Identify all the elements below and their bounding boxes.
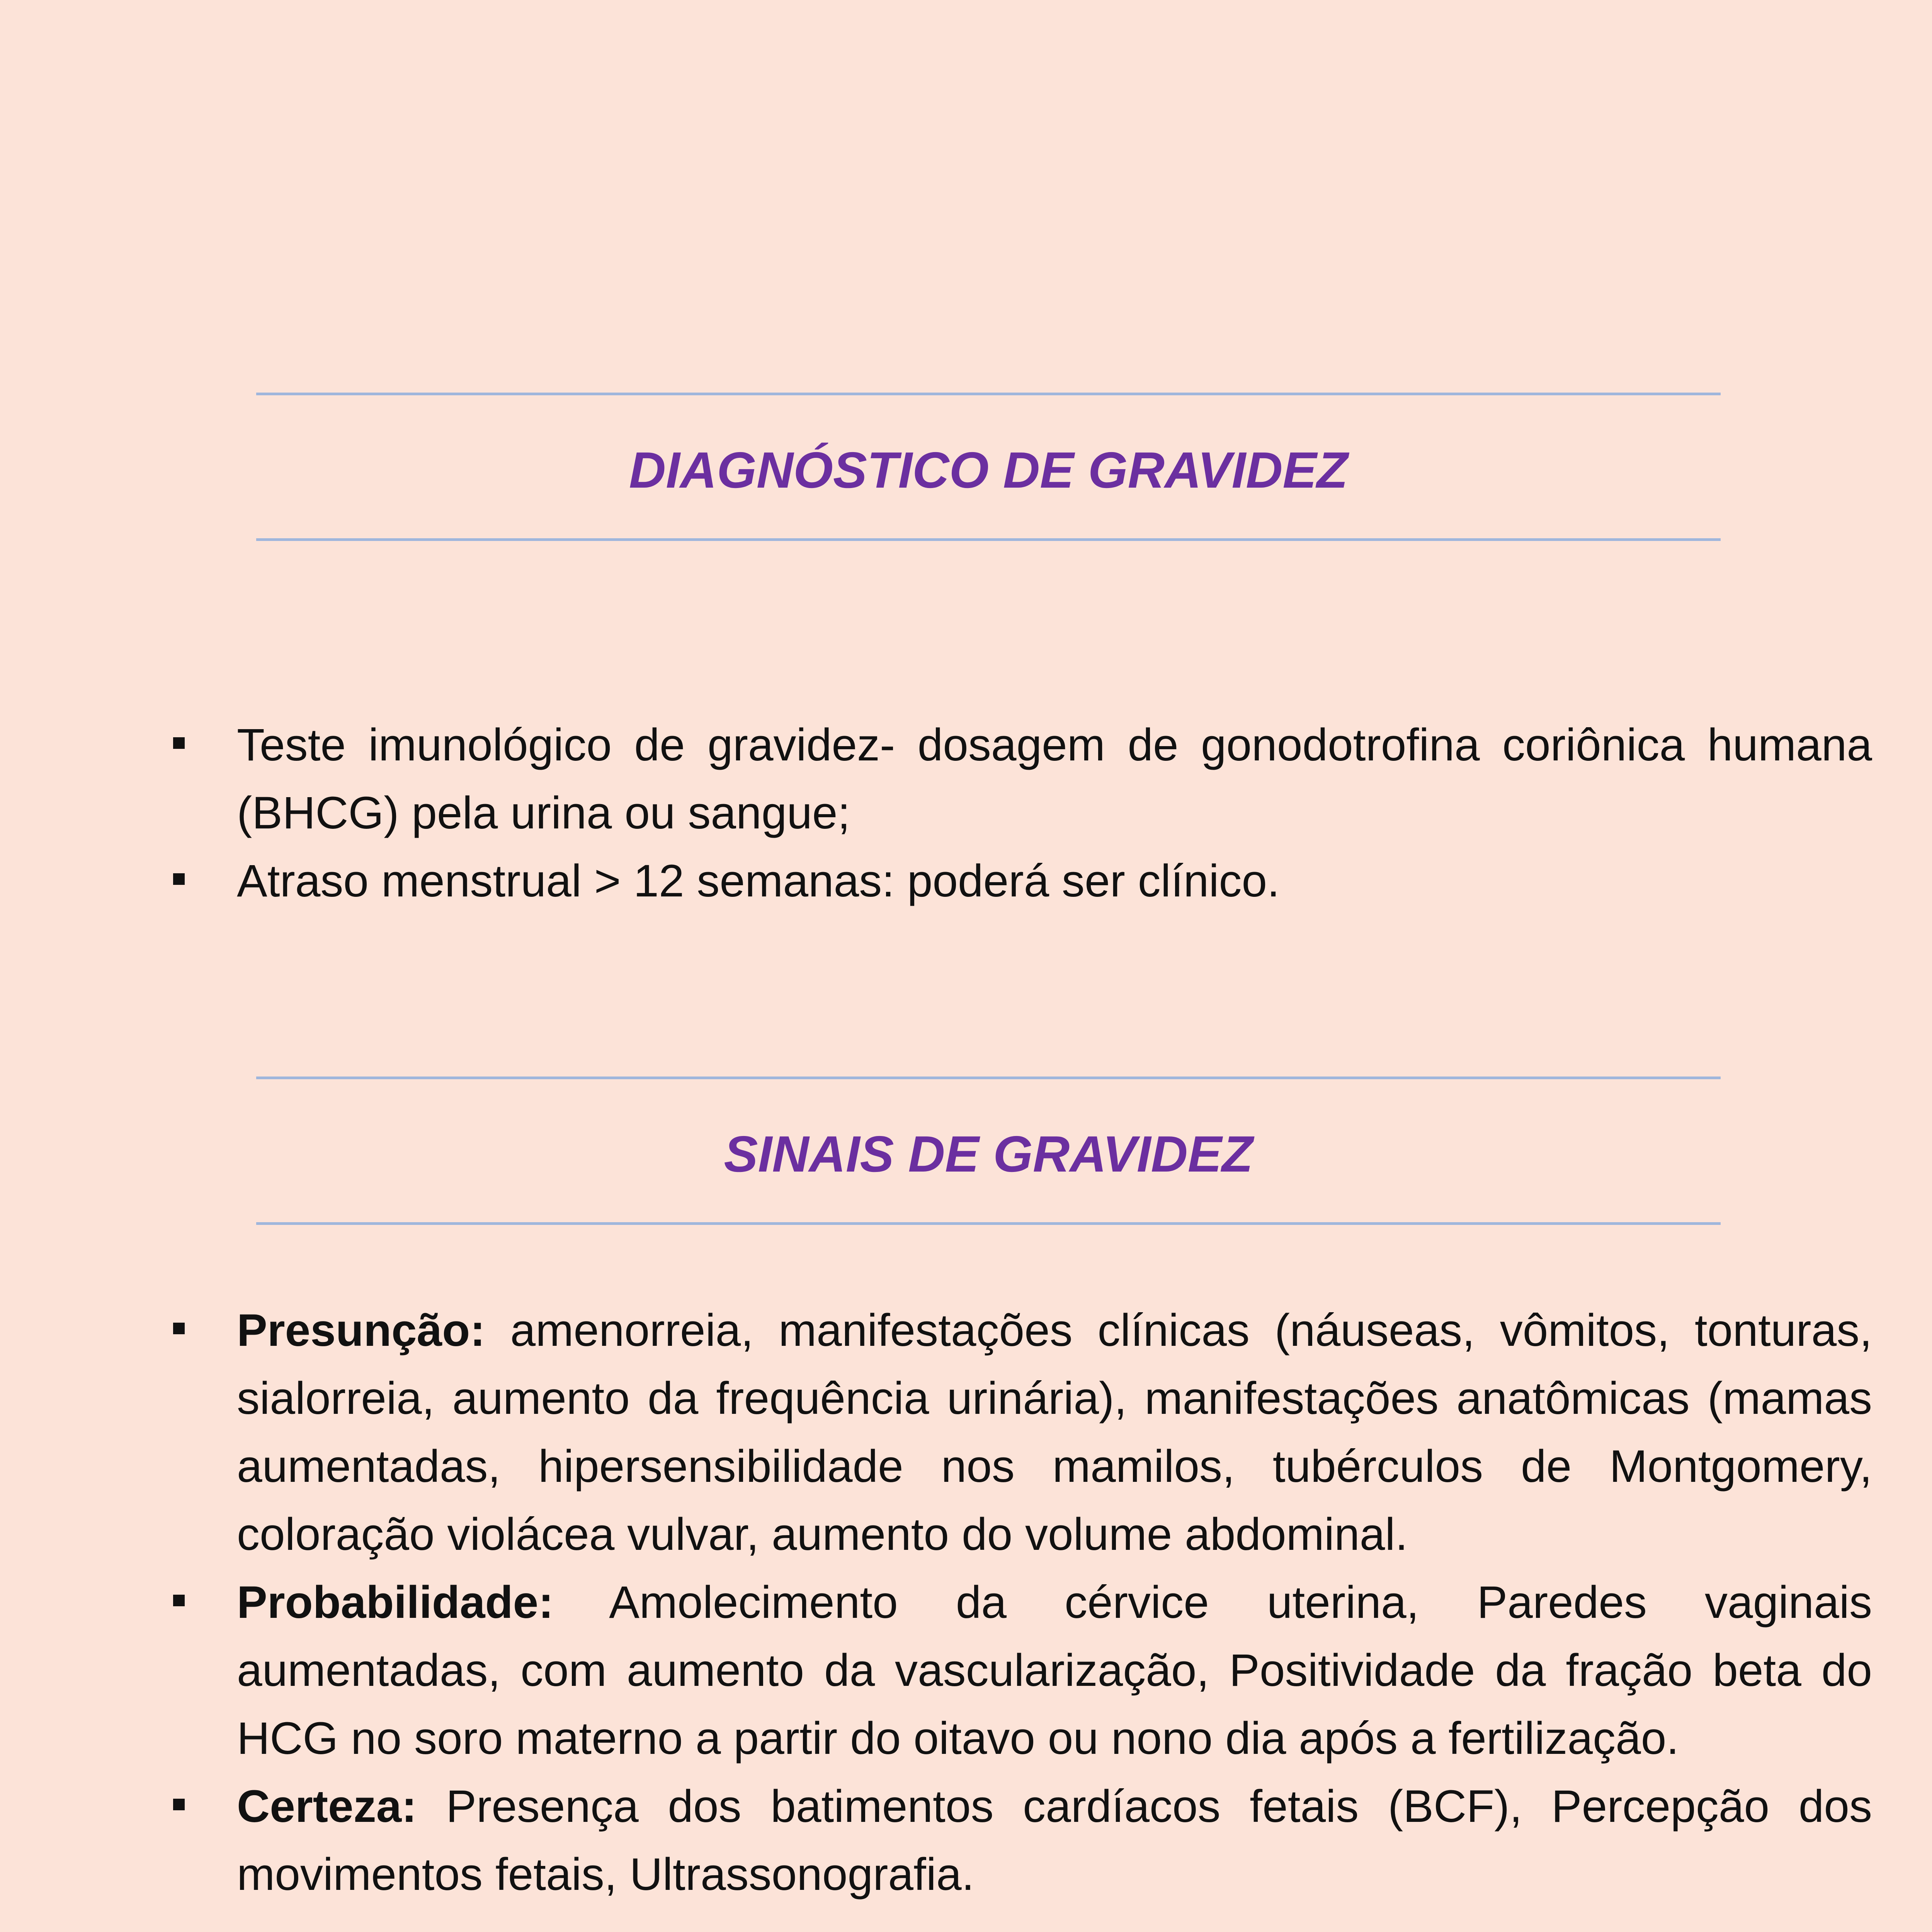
diagnostico-title: DIAGNÓSTICO DE GRAVIDEZ <box>629 442 1348 498</box>
top-divider <box>256 393 1721 395</box>
list-item: Teste imunológico de gravidez- dosagem de gonodotrofina coriônica humana (BHCG) pela urina ou sangue; <box>104 711 1872 847</box>
diagnostico-list <box>104 711 1872 915</box>
bullet-icon <box>173 873 185 885</box>
bullet-icon <box>173 737 185 749</box>
bottom-divider <box>256 1222 1721 1225</box>
diagnostico-heading-block <box>256 393 1721 541</box>
list-item: Probabilidade: Amolecimento da cérvice uterina, Paredes vaginais aumentadas, com aumento da vascularização, Positividade da fração beta do HCG no soro materno a partir do oitavo ou nono dia após a fertilização. <box>104 1568 1872 1772</box>
sinais-heading-block <box>256 1077 1721 1225</box>
list-item: Atraso menstrual > 12 semanas: poderá ser clínico. <box>104 847 1872 915</box>
sinais-list <box>104 1296 1872 1908</box>
bullet-icon <box>173 1595 185 1606</box>
bottom-divider <box>256 538 1721 541</box>
certeza-label: Certeza: <box>237 1781 417 1832</box>
top-divider <box>256 1077 1721 1079</box>
presuncao-label: Presunção: <box>237 1305 485 1356</box>
bullet-icon <box>173 1323 185 1334</box>
sinais-title: SINAIS DE GRAVIDEZ <box>724 1126 1253 1182</box>
bullet-icon <box>173 1799 185 1810</box>
list-item: Certeza: Presença dos batimentos cardíacos fetais (BCF), Percepção dos movimentos fetais, Ultrassonografia. <box>104 1772 1872 1908</box>
list-item: Presunção: amenorreia, manifestações clínicas (náuseas, vômitos, tonturas, sialorreia, aumento da frequência urinária), manifestações anatômicas (mamas aumentadas, hipersensibilidade nos mamilos, tubérculos de Montgomery, coloração violácea vulvar, aumento do volume abdominal. <box>104 1296 1872 1568</box>
probabilidade-label: Probabilidade: <box>237 1577 554 1628</box>
